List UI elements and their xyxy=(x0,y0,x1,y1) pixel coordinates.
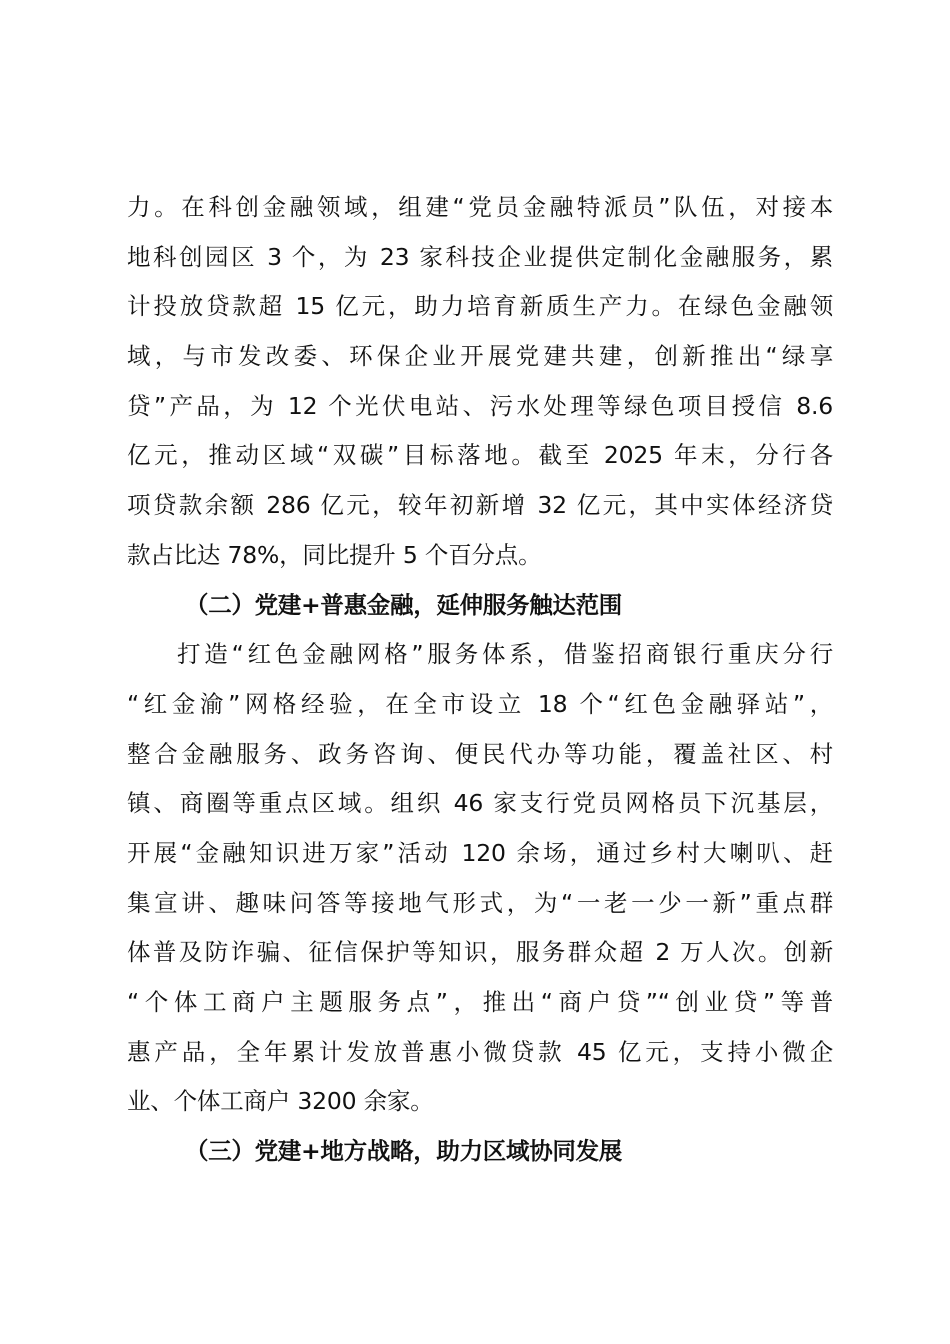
text-line: 业、个体工商户 3200 余家。 xyxy=(127,1087,434,1116)
text-line: 开展“金融知识进万家”活动 120 余场，通过乡村大喇叭、赶 xyxy=(127,838,833,867)
text-line: “红金渝”网格经验，在全市设立 18 个“红色金融驿站”， xyxy=(127,689,833,718)
paragraph-red-finance-grid xyxy=(127,630,837,1127)
text-line: “个体工商户主题服务点”，推出“商户贷”“创业贷”等普 xyxy=(127,988,833,1016)
text-line: 体普及防诈骗、征信保护等知识，服务群众超 2 万人次。创新 xyxy=(127,938,833,967)
text-line: 款占比达 78%，同比提升 5 个百分点。 xyxy=(127,540,542,569)
text-line: 域，与市发改委、环保企业开展党建共建，创新推出“绿享 xyxy=(127,342,833,371)
text-line: 惠产品，全年累计发放普惠小微贷款 45 亿元，支持小微企 xyxy=(127,1037,833,1066)
paragraph-green-tech-finance xyxy=(127,183,837,581)
text-line: 项贷款余额 286 亿元，较年初新增 32 亿元，其中实体经济贷 xyxy=(127,491,833,520)
text-line: 地科创园区 3 个，为 23 家科技企业提供定制化金融服务，累 xyxy=(127,242,833,271)
text-line: 集宣讲、趣味问答等接地气形式，为“一老一少一新”重点群 xyxy=(127,888,833,917)
text-line: 打造“红色金融网格”服务体系，借鉴招商银行重庆分行 xyxy=(177,640,833,669)
text-line: 亿元，推动区域“双碳”目标落地。截至 2025 年末，分行各 xyxy=(127,441,833,470)
text-line: 贷”产品，为 12 个光伏电站、污水处理等绿色项目授信 8.6 xyxy=(127,391,833,420)
text-line: 计投放贷款超 15 亿元，助力培育新质生产力。在绿色金融领 xyxy=(127,292,833,321)
section-heading-inclusive-finance: （二）党建+普惠金融，延伸服务触达范围 xyxy=(185,590,622,619)
text-line: 力。在科创金融领域，组建“党员金融特派员”队伍，对接本 xyxy=(127,193,833,221)
text-line: 整合金融服务、政务咨询、便民代办等功能，覆盖社区、村 xyxy=(127,739,833,768)
text-line: 镇、商圈等重点区域。组织 46 家支行党员网格员下沉基层， xyxy=(127,789,833,818)
section-heading-regional-strategy: （三）党建+地方战略，助力区域协同发展 xyxy=(185,1137,622,1166)
document-body xyxy=(127,183,837,1177)
